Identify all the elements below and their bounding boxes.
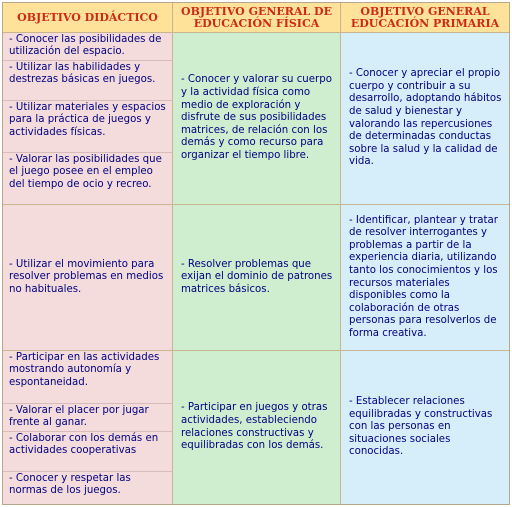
didactic-group-3	[3, 351, 173, 504]
primary-objective-2	[341, 205, 509, 351]
didactic-item: - Colaborar con los demás en actividades cooperativas	[3, 432, 172, 472]
didactic-item: - Utilizar materiales y espacios para la práctica de juegos y actividades físicas.	[3, 101, 172, 153]
didactic-item: - Valorar el placer por jugar frente al ganar.	[3, 404, 172, 432]
header-label: OBJETIVO GENERAL EDUCACIÓN PRIMARIA	[350, 4, 500, 30]
didactic-group-1	[3, 33, 173, 205]
ef-objective-text: - Participar en juegos y otras actividades, estableciendo relaciones constructivas y equilibradas con los demás.	[181, 402, 328, 452]
ef-objective-3	[173, 351, 341, 504]
header-label: OBJETIVO DIDÁCTICO	[17, 10, 158, 24]
header-objetivo-primaria	[341, 3, 509, 33]
didactic-item: - Participar en las actividades mostrando autonomía y espontaneidad.	[3, 351, 172, 404]
primary-objective-text: - Conocer y apreciar el propio cuerpo y contribuir a su desarrollo, adoptando hábitos de salud y bienestar y valorando las repercusiones de determinadas conductas sobre la salud y la calidad de vida.	[349, 68, 502, 168]
didactic-item: - Conocer y respetar las normas de los juegos.	[3, 472, 172, 504]
primary-objective-text: - Identificar, plantear y tratar de resolver interrogantes y problemas a partir de la experiencia diaria, utilizando tanto los conocimientos y los recursos materiales disponibles como la colaboración de otras personas para resolverlos de forma creativa.	[349, 214, 498, 339]
primary-objective-3	[341, 351, 509, 504]
didactic-item: - Utilizar las habilidades y destrezas básicas en juegos.	[3, 61, 172, 101]
ef-objective-text: - Resolver problemas que exijan el dominio de patrones matrices básicos.	[181, 258, 333, 295]
ef-objective-2	[173, 205, 341, 351]
didactic-item: - Valorar las posibilidades que el juego posee en el empleo del tiempo de ocio y recreo.	[3, 153, 172, 205]
primary-objective-text: - Establecer relaciones equilibradas y constructivas con las personas en situaciones sociales conocidas.	[349, 396, 493, 458]
header-objetivo-didactico	[3, 3, 173, 33]
ef-objective-1	[173, 33, 341, 205]
objectives-table	[2, 2, 510, 505]
didactic-group-2	[3, 205, 173, 351]
primary-objective-1	[341, 33, 509, 205]
header-label: OBJETIVO GENERAL DE EDUCACIÓN FÍSICA	[181, 4, 332, 30]
didactic-item: - Conocer las posibilidades de utilización del espacio.	[3, 33, 172, 61]
ef-objective-text: - Conocer y valorar su cuerpo y la actividad física como medio de exploración y disfrute de sus posibilidades matrices, de relación con los demás y como recurso para organizar el tiempo libre.	[181, 74, 332, 161]
didactic-item: - Utilizar el movimiento para resolver problemas en medios no habituales.	[3, 205, 172, 351]
header-objetivo-ef	[173, 3, 341, 33]
